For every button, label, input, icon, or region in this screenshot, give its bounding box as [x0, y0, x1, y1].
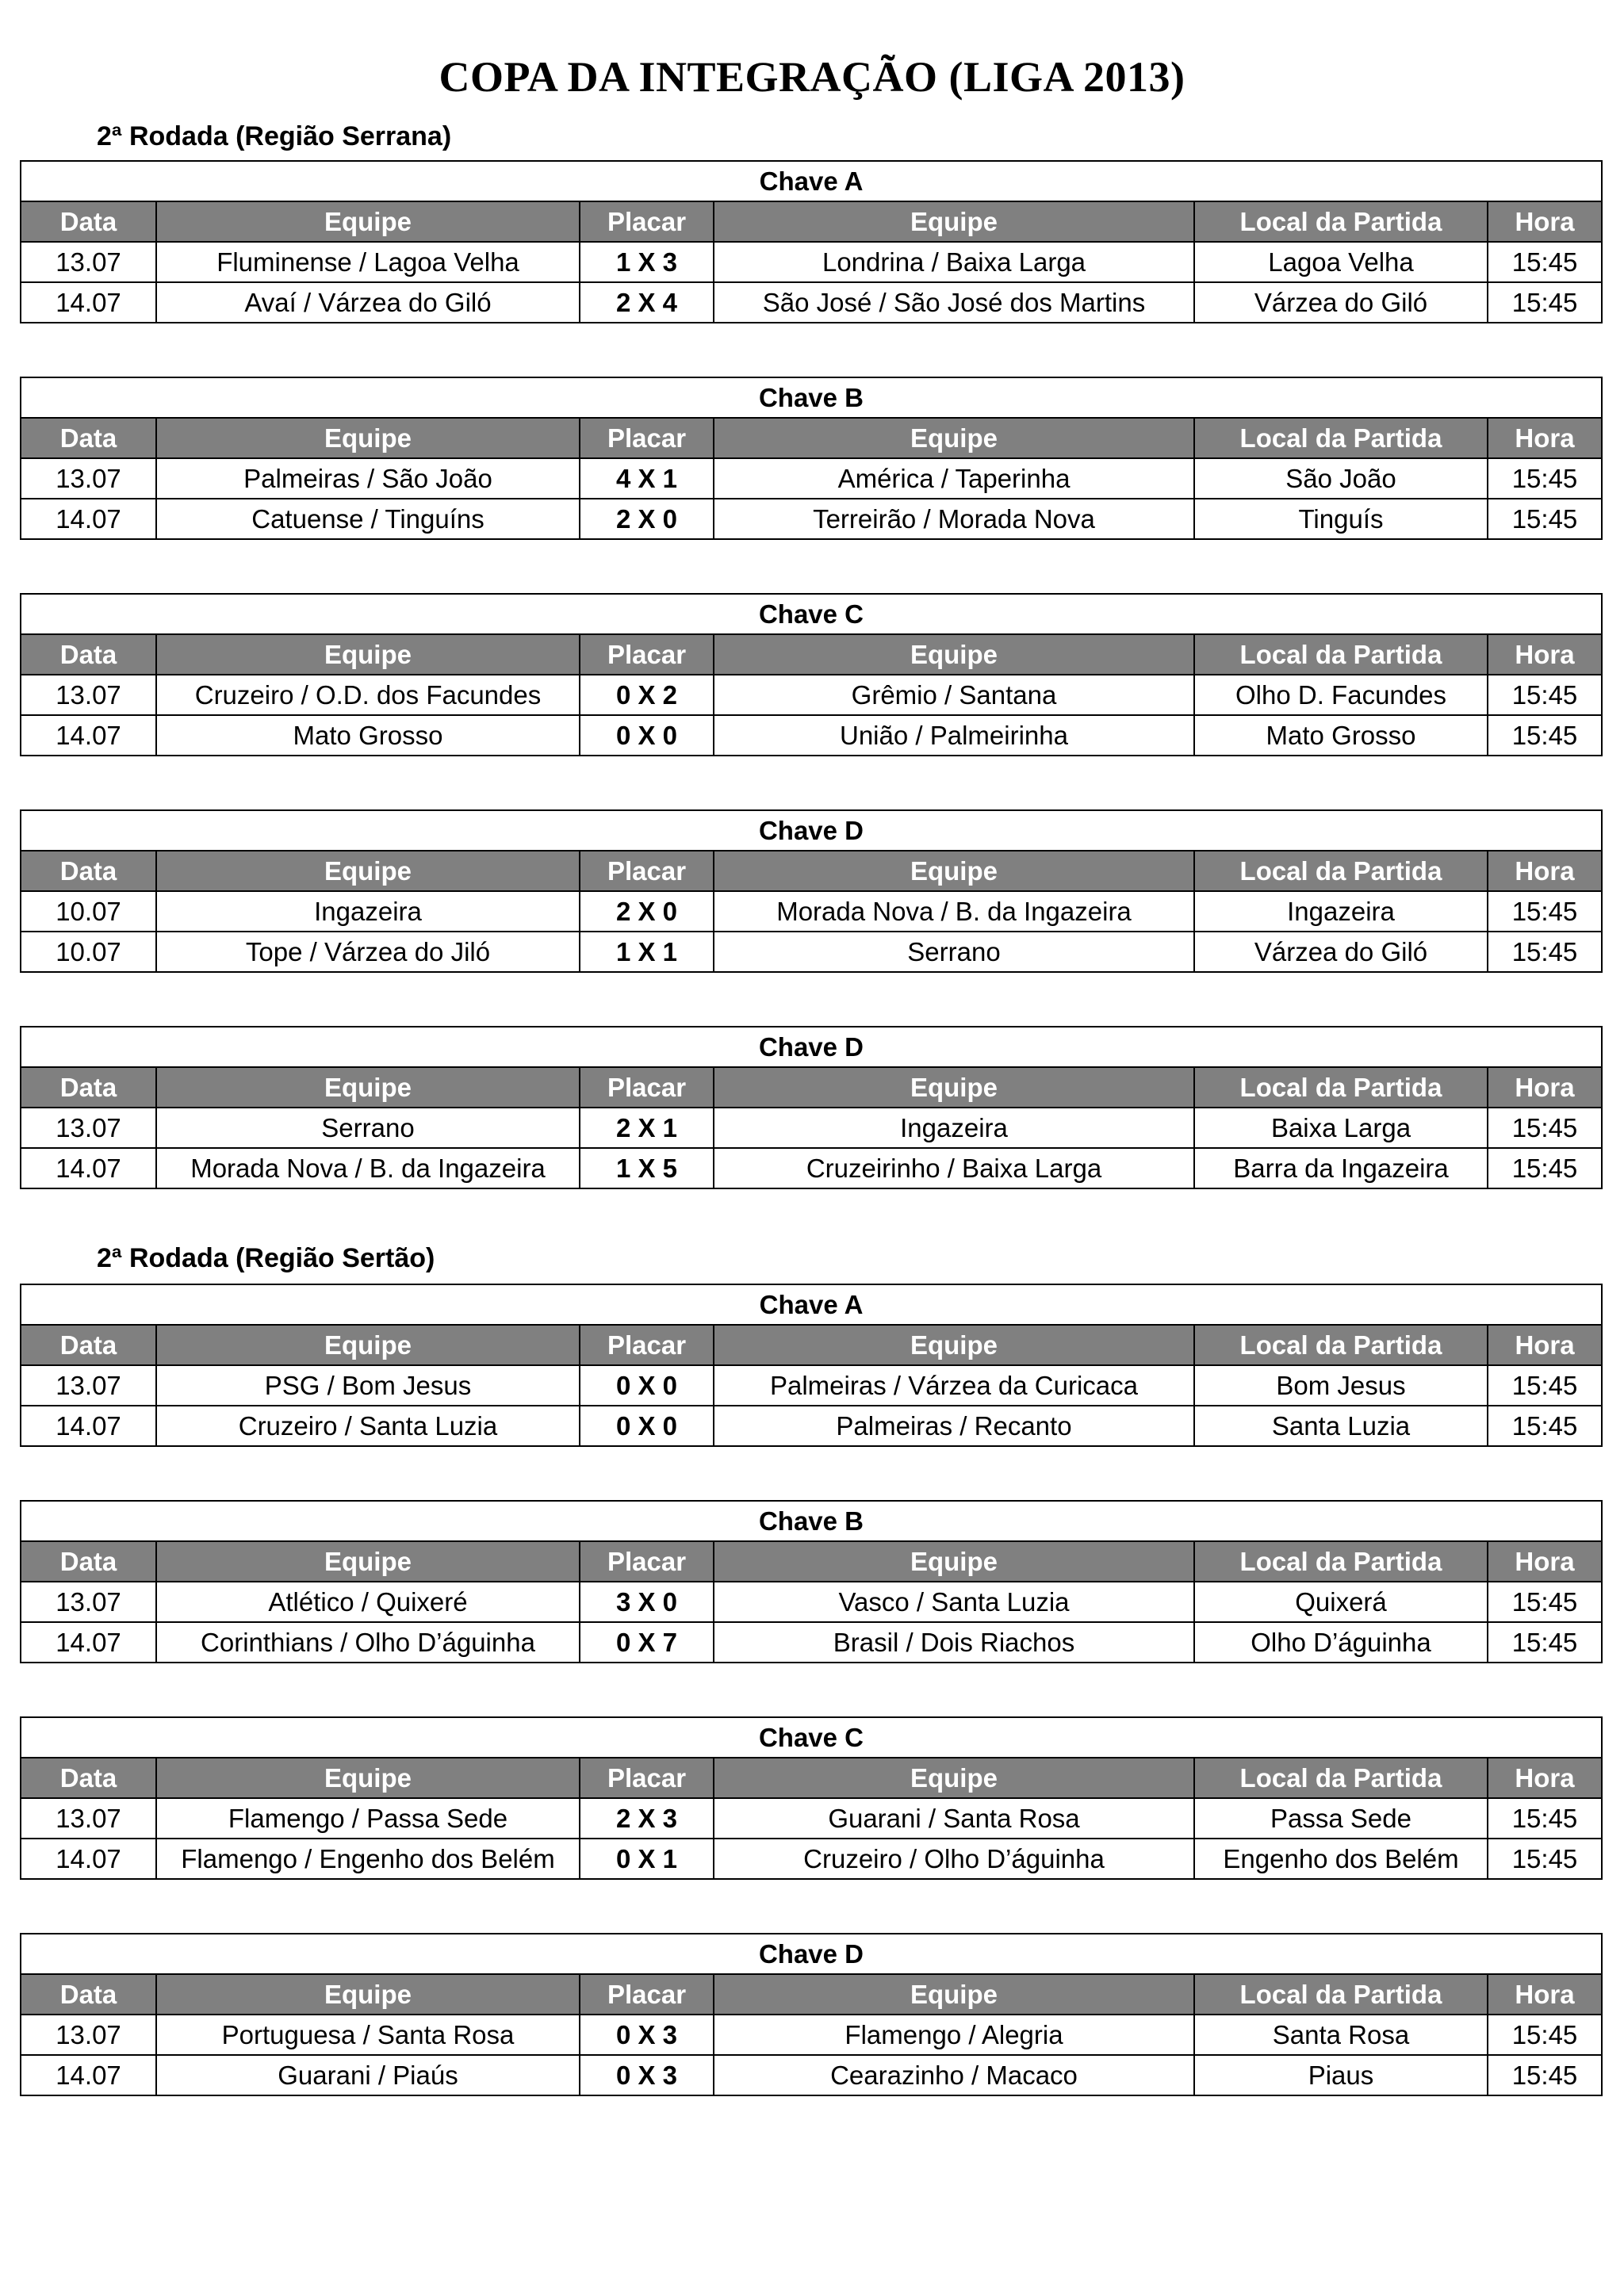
cell-hora: 15:45 — [1488, 1839, 1602, 1879]
column-header-hora: Hora — [1488, 1325, 1602, 1365]
table-row — [21, 1582, 1602, 1622]
column-header-hora: Hora — [1488, 1541, 1602, 1582]
cell-data: 10.07 — [21, 891, 156, 932]
column-header-equipe: Equipe — [156, 1974, 580, 2015]
cell-data: 14.07 — [21, 282, 156, 323]
cell-placar: 0 X 0 — [580, 715, 714, 756]
column-header-data: Data — [21, 1325, 156, 1365]
column-header-placar: Placar — [580, 1325, 714, 1365]
cell-equipe-away: Grêmio / Santana — [714, 675, 1194, 715]
column-header-placar: Placar — [580, 851, 714, 891]
column-header-local: Local da Partida — [1194, 851, 1488, 891]
cell-placar: 2 X 0 — [580, 499, 714, 539]
table-row — [21, 715, 1602, 756]
cell-equipe-home: Palmeiras / São João — [156, 458, 580, 499]
cell-equipe-away: Morada Nova / B. da Ingazeira — [714, 891, 1194, 932]
cell-data: 13.07 — [21, 1108, 156, 1148]
cell-hora: 15:45 — [1488, 2015, 1602, 2055]
cell-local: São João — [1194, 458, 1488, 499]
cell-equipe-home: Tope / Várzea do Jiló — [156, 932, 580, 972]
cell-local: Quixerá — [1194, 1582, 1488, 1622]
column-header-hora: Hora — [1488, 1067, 1602, 1108]
cell-hora: 15:45 — [1488, 2055, 1602, 2095]
cell-equipe-home: Ingazeira — [156, 891, 580, 932]
cell-local: Várzea do Giló — [1194, 282, 1488, 323]
chave-table — [20, 160, 1603, 323]
cell-data: 13.07 — [21, 675, 156, 715]
cell-equipe-home: Cruzeiro / Santa Luzia — [156, 1406, 580, 1446]
column-header-placar: Placar — [580, 634, 714, 675]
page-title: COPA DA INTEGRAÇÃO (LIGA 2013) — [439, 53, 1185, 101]
table-row — [21, 242, 1602, 282]
cell-placar: 0 X 3 — [580, 2015, 714, 2055]
column-header-placar: Placar — [580, 418, 714, 458]
cell-local: Bom Jesus — [1194, 1365, 1488, 1406]
cell-placar: 2 X 0 — [580, 891, 714, 932]
cell-equipe-home: Flamengo / Passa Sede — [156, 1798, 580, 1839]
chave-table — [20, 1716, 1603, 1880]
cell-equipe-home: Avaí / Várzea do Giló — [156, 282, 580, 323]
cell-equipe-away: Guarani / Santa Rosa — [714, 1798, 1194, 1839]
cell-local: Várzea do Giló — [1194, 932, 1488, 972]
cell-equipe-home: Portuguesa / Santa Rosa — [156, 2015, 580, 2055]
column-header-equipe: Equipe — [156, 851, 580, 891]
cell-hora: 15:45 — [1488, 675, 1602, 715]
table-header-row — [21, 418, 1602, 458]
column-header-placar: Placar — [580, 1067, 714, 1108]
cell-hora: 15:45 — [1488, 282, 1602, 323]
cell-local: Lagoa Velha — [1194, 242, 1488, 282]
column-header-equipe: Equipe — [714, 201, 1194, 242]
chave-title: Chave C — [21, 594, 1602, 634]
chave-title: Chave B — [21, 1501, 1602, 1541]
table-row — [21, 499, 1602, 539]
cell-equipe-home: Guarani / Piaús — [156, 2055, 580, 2095]
column-header-equipe: Equipe — [714, 1541, 1194, 1582]
table-row — [21, 2015, 1602, 2055]
cell-data: 14.07 — [21, 499, 156, 539]
cell-equipe-away: Terreirão / Morada Nova — [714, 499, 1194, 539]
column-header-equipe: Equipe — [156, 634, 580, 675]
table-row — [21, 458, 1602, 499]
table-row — [21, 675, 1602, 715]
column-header-hora: Hora — [1488, 201, 1602, 242]
table-header-row — [21, 851, 1602, 891]
cell-local: Santa Luzia — [1194, 1406, 1488, 1446]
table-row — [21, 282, 1602, 323]
column-header-hora: Hora — [1488, 1974, 1602, 2015]
chave-table — [20, 593, 1603, 756]
chave-title: Chave A — [21, 161, 1602, 201]
column-header-data: Data — [21, 1758, 156, 1798]
cell-data: 14.07 — [21, 715, 156, 756]
cell-data: 13.07 — [21, 1582, 156, 1622]
chave-title: Chave A — [21, 1284, 1602, 1325]
cell-hora: 15:45 — [1488, 1622, 1602, 1663]
cell-data: 13.07 — [21, 1798, 156, 1839]
cell-hora: 15:45 — [1488, 1148, 1602, 1188]
cell-equipe-away: Flamengo / Alegria — [714, 2015, 1194, 2055]
cell-local: Passa Sede — [1194, 1798, 1488, 1839]
cell-equipe-home: Atlético / Quixeré — [156, 1582, 580, 1622]
chave-table — [20, 1026, 1603, 1189]
cell-equipe-away: Londrina / Baixa Larga — [714, 242, 1194, 282]
cell-placar: 1 X 1 — [580, 932, 714, 972]
column-header-local: Local da Partida — [1194, 1325, 1488, 1365]
cell-equipe-away: Brasil / Dois Riachos — [714, 1622, 1194, 1663]
table-row — [21, 2055, 1602, 2095]
cell-hora: 15:45 — [1488, 1365, 1602, 1406]
cell-hora: 15:45 — [1488, 932, 1602, 972]
column-header-data: Data — [21, 851, 156, 891]
column-header-equipe: Equipe — [714, 634, 1194, 675]
chave-title: Chave C — [21, 1717, 1602, 1758]
table-header-row — [21, 201, 1602, 242]
cell-hora: 15:45 — [1488, 891, 1602, 932]
cell-placar: 0 X 0 — [580, 1406, 714, 1446]
column-header-local: Local da Partida — [1194, 418, 1488, 458]
cell-data: 13.07 — [21, 2015, 156, 2055]
cell-data: 13.07 — [21, 458, 156, 499]
section-title-serrana: 2ª Rodada (Região Serrana) — [97, 121, 452, 151]
column-header-local: Local da Partida — [1194, 1067, 1488, 1108]
cell-local: Olho D. Facundes — [1194, 675, 1488, 715]
column-header-placar: Placar — [580, 1541, 714, 1582]
cell-equipe-home: Morada Nova / B. da Ingazeira — [156, 1148, 580, 1188]
column-header-placar: Placar — [580, 1758, 714, 1798]
column-header-hora: Hora — [1488, 418, 1602, 458]
column-header-data: Data — [21, 1974, 156, 2015]
column-header-equipe: Equipe — [156, 1067, 580, 1108]
cell-data: 14.07 — [21, 1148, 156, 1188]
chave-title: Chave D — [21, 1934, 1602, 1974]
cell-equipe-away: São José / São José dos Martins — [714, 282, 1194, 323]
table-row — [21, 1108, 1602, 1148]
column-header-data: Data — [21, 634, 156, 675]
cell-equipe-away: Cruzeiro / Olho D’águinha — [714, 1839, 1194, 1879]
cell-placar: 2 X 3 — [580, 1798, 714, 1839]
column-header-placar: Placar — [580, 201, 714, 242]
cell-data: 14.07 — [21, 2055, 156, 2095]
column-header-equipe: Equipe — [156, 418, 580, 458]
cell-placar: 0 X 0 — [580, 1365, 714, 1406]
column-header-hora: Hora — [1488, 851, 1602, 891]
column-header-hora: Hora — [1488, 634, 1602, 675]
cell-hora: 15:45 — [1488, 1582, 1602, 1622]
column-header-equipe: Equipe — [156, 1541, 580, 1582]
cell-equipe-away: Vasco / Santa Luzia — [714, 1582, 1194, 1622]
column-header-local: Local da Partida — [1194, 634, 1488, 675]
cell-hora: 15:45 — [1488, 458, 1602, 499]
table-row — [21, 1839, 1602, 1879]
column-header-data: Data — [21, 201, 156, 242]
chave-table — [20, 809, 1603, 973]
cell-data: 13.07 — [21, 1365, 156, 1406]
cell-local: Barra da Ingazeira — [1194, 1148, 1488, 1188]
cell-data: 14.07 — [21, 1622, 156, 1663]
table-header-row — [21, 1067, 1602, 1108]
chave-title: Chave B — [21, 377, 1602, 418]
cell-equipe-home: Catuense / Tinguíns — [156, 499, 580, 539]
column-header-local: Local da Partida — [1194, 1758, 1488, 1798]
table-header-row — [21, 1325, 1602, 1365]
chave-table — [20, 1500, 1603, 1663]
column-header-equipe: Equipe — [714, 1067, 1194, 1108]
cell-local: Tinguís — [1194, 499, 1488, 539]
column-header-equipe: Equipe — [714, 418, 1194, 458]
cell-equipe-away: Cruzeirinho / Baixa Larga — [714, 1148, 1194, 1188]
cell-placar: 0 X 1 — [580, 1839, 714, 1879]
chave-table — [20, 1933, 1603, 2096]
table-row — [21, 1798, 1602, 1839]
table-row — [21, 1406, 1602, 1446]
column-header-placar: Placar — [580, 1974, 714, 2015]
cell-hora: 15:45 — [1488, 715, 1602, 756]
table-header-row — [21, 1974, 1602, 2015]
cell-local: Mato Grosso — [1194, 715, 1488, 756]
cell-local: Santa Rosa — [1194, 2015, 1488, 2055]
cell-data: 14.07 — [21, 1839, 156, 1879]
cell-equipe-home: Mato Grosso — [156, 715, 580, 756]
cell-equipe-away: União / Palmeirinha — [714, 715, 1194, 756]
column-header-equipe: Equipe — [714, 1974, 1194, 2015]
cell-equipe-away: América / Taperinha — [714, 458, 1194, 499]
cell-hora: 15:45 — [1488, 499, 1602, 539]
table-row — [21, 891, 1602, 932]
table-header-row — [21, 1758, 1602, 1798]
column-header-equipe: Equipe — [714, 1325, 1194, 1365]
chave-title: Chave D — [21, 1027, 1602, 1067]
table-row — [21, 1622, 1602, 1663]
chave-table — [20, 377, 1603, 540]
column-header-equipe: Equipe — [156, 1758, 580, 1798]
cell-equipe-away: Ingazeira — [714, 1108, 1194, 1148]
section-title-sertao: 2ª Rodada (Região Sertão) — [97, 1243, 435, 1273]
cell-equipe-away: Palmeiras / Várzea da Curicaca — [714, 1365, 1194, 1406]
column-header-equipe: Equipe — [714, 851, 1194, 891]
table-row — [21, 932, 1602, 972]
table-header-row — [21, 1541, 1602, 1582]
cell-equipe-home: Corinthians / Olho D’águinha — [156, 1622, 580, 1663]
cell-equipe-home: PSG / Bom Jesus — [156, 1365, 580, 1406]
cell-equipe-away: Palmeiras / Recanto — [714, 1406, 1194, 1446]
column-header-data: Data — [21, 1067, 156, 1108]
column-header-local: Local da Partida — [1194, 1541, 1488, 1582]
column-header-data: Data — [21, 418, 156, 458]
table-row — [21, 1365, 1602, 1406]
cell-placar: 2 X 1 — [580, 1108, 714, 1148]
cell-local: Ingazeira — [1194, 891, 1488, 932]
cell-equipe-home: Flamengo / Engenho dos Belém — [156, 1839, 580, 1879]
cell-data: 10.07 — [21, 932, 156, 972]
cell-placar: 4 X 1 — [580, 458, 714, 499]
column-header-equipe: Equipe — [156, 201, 580, 242]
column-header-equipe: Equipe — [156, 1325, 580, 1365]
column-header-data: Data — [21, 1541, 156, 1582]
table-row — [21, 1148, 1602, 1188]
column-header-hora: Hora — [1488, 1758, 1602, 1798]
cell-equipe-home: Serrano — [156, 1108, 580, 1148]
column-header-local: Local da Partida — [1194, 201, 1488, 242]
table-header-row — [21, 634, 1602, 675]
chave-table — [20, 1284, 1603, 1447]
cell-placar: 0 X 7 — [580, 1622, 714, 1663]
cell-placar: 0 X 2 — [580, 675, 714, 715]
cell-hora: 15:45 — [1488, 1108, 1602, 1148]
cell-hora: 15:45 — [1488, 1798, 1602, 1839]
cell-equipe-away: Serrano — [714, 932, 1194, 972]
column-header-local: Local da Partida — [1194, 1974, 1488, 2015]
cell-equipe-home: Fluminense / Lagoa Velha — [156, 242, 580, 282]
cell-placar: 1 X 5 — [580, 1148, 714, 1188]
cell-local: Baixa Larga — [1194, 1108, 1488, 1148]
cell-local: Piaus — [1194, 2055, 1488, 2095]
column-header-equipe: Equipe — [714, 1758, 1194, 1798]
chave-title: Chave D — [21, 810, 1602, 851]
cell-data: 13.07 — [21, 242, 156, 282]
cell-local: Engenho dos Belém — [1194, 1839, 1488, 1879]
cell-placar: 2 X 4 — [580, 282, 714, 323]
cell-hora: 15:45 — [1488, 242, 1602, 282]
cell-data: 14.07 — [21, 1406, 156, 1446]
cell-placar: 1 X 3 — [580, 242, 714, 282]
cell-placar: 0 X 3 — [580, 2055, 714, 2095]
cell-local: Olho D’águinha — [1194, 1622, 1488, 1663]
cell-hora: 15:45 — [1488, 1406, 1602, 1446]
cell-equipe-home: Cruzeiro / O.D. dos Facundes — [156, 675, 580, 715]
cell-placar: 3 X 0 — [580, 1582, 714, 1622]
cell-equipe-away: Cearazinho / Macaco — [714, 2055, 1194, 2095]
